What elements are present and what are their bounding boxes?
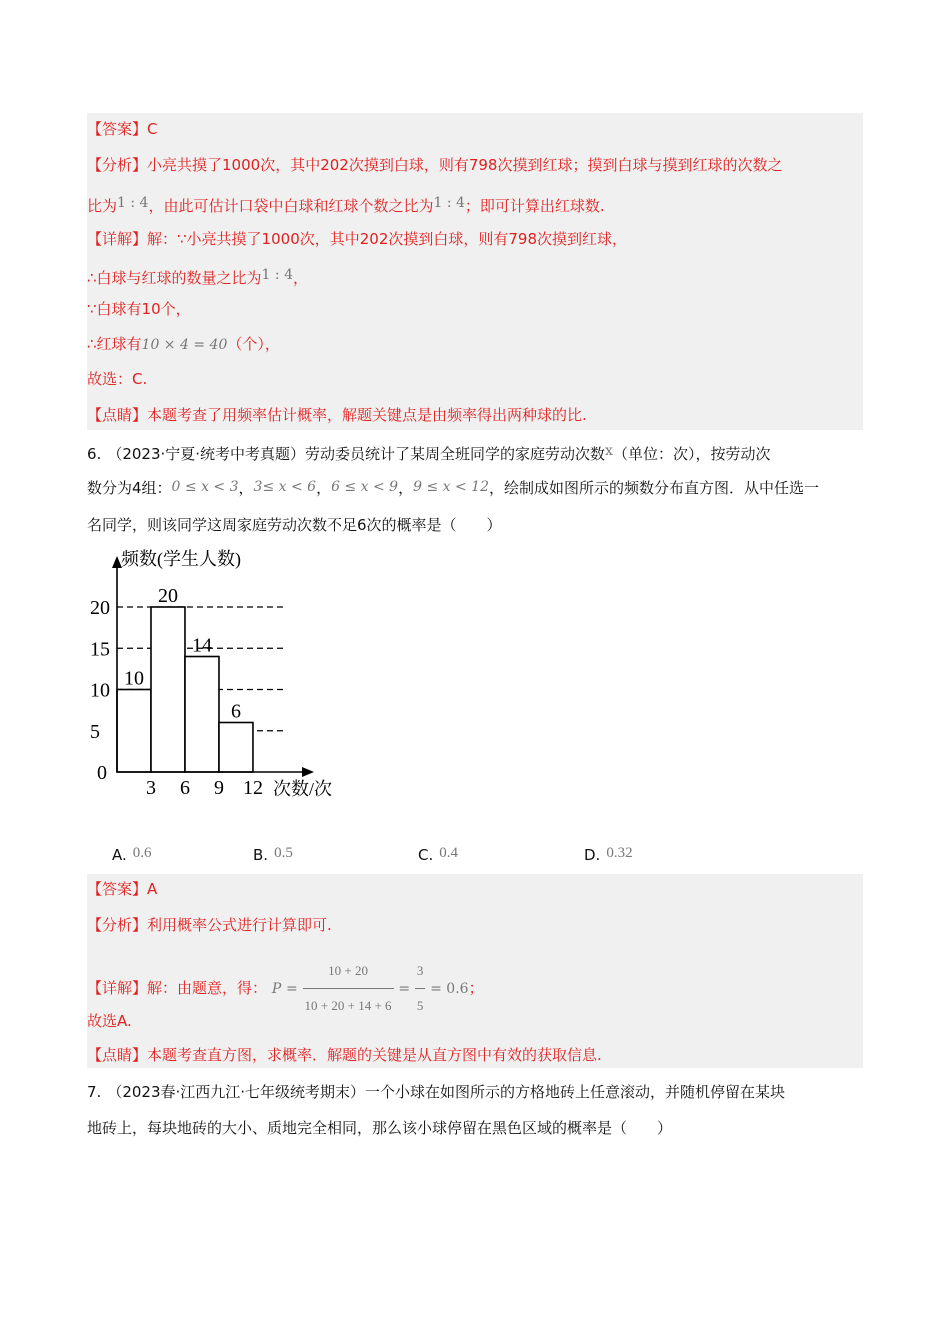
analysis-text: ，由此可估计口袋中白球和红球个数之比为 bbox=[148, 197, 434, 215]
fraction-numerator: 3 bbox=[415, 954, 426, 989]
histogram-bar bbox=[219, 723, 253, 773]
ratio-math: 1 : 4 bbox=[117, 195, 149, 211]
fraction-denominator: 10 + 20 + 14 + 6 bbox=[304, 998, 392, 1013]
detail-text: 解：由题意，得： bbox=[147, 979, 268, 997]
question-text: 一个小球在如图所示的方格地砖上任意滚动，并随机停留在某块 bbox=[365, 1083, 786, 1101]
detail-tag: 【详解】 bbox=[87, 230, 148, 248]
ratio-math: 1 : 4 bbox=[261, 267, 293, 283]
question-text: （单位：次），按劳动次 bbox=[612, 445, 771, 463]
q5-detail-line-2 bbox=[87, 265, 308, 288]
x-tick-label: 12 bbox=[242, 777, 263, 799]
group-3: 6 ≤ x < 9 bbox=[331, 479, 399, 495]
fraction-denominator: 5 bbox=[416, 998, 424, 1013]
question-number: 7. bbox=[87, 1083, 102, 1101]
option-letter: B. bbox=[253, 846, 269, 864]
q6-answer-line bbox=[87, 879, 157, 899]
question-source: （2023·宁夏·统考中考真题） bbox=[107, 445, 306, 463]
x-tick-label: 9 bbox=[213, 777, 224, 799]
var-x: x bbox=[605, 443, 613, 459]
separator: ， bbox=[238, 479, 254, 497]
y-tick-label: 15 bbox=[90, 638, 110, 661]
detail-text: ； bbox=[468, 979, 484, 997]
q5-detail-line-4 bbox=[87, 334, 280, 355]
analysis-tag: 【分析】 bbox=[87, 916, 148, 934]
analysis-text: 小亮共摸了1000次，其中202次摸到白球，则有798次摸到红球；摸到白球与摸到红球的次数之 bbox=[147, 156, 783, 174]
q5-analysis-line-1 bbox=[87, 155, 782, 175]
detail-text: （个）， bbox=[227, 335, 280, 353]
x-tick-label: 6 bbox=[179, 777, 190, 799]
detail-text: ， bbox=[292, 269, 308, 287]
q6-text-line-3: 名同学，则该同学这周家庭劳动次数不足6次的概率是（ ） bbox=[87, 516, 502, 534]
histogram-chart bbox=[87, 548, 357, 808]
group-1: 0 ≤ x < 3 bbox=[171, 479, 239, 495]
y-tick-label: 10 bbox=[90, 679, 110, 702]
detail-text: ∴红球有 bbox=[87, 335, 142, 353]
q5-answer-line bbox=[87, 119, 158, 139]
y-tick-label: 0 bbox=[97, 762, 107, 784]
q6-choice-line: 故选A. bbox=[87, 1012, 132, 1030]
equals-sign: = bbox=[286, 981, 298, 997]
q5-detail-line-1 bbox=[87, 229, 627, 249]
detail-tag: 【详解】 bbox=[87, 979, 148, 997]
x-axis-label: 次数/次 bbox=[273, 779, 333, 799]
bar-value-label: 14 bbox=[191, 634, 212, 657]
question-text: 数分为4组： bbox=[87, 479, 172, 497]
bar-value-label: 6 bbox=[230, 700, 241, 723]
fraction-numerator: 10 + 20 bbox=[303, 954, 394, 989]
option-value: 0.6 bbox=[132, 845, 152, 861]
q6-detail-line bbox=[87, 954, 484, 1023]
detail-text: ∴白球与红球的数量之比为 bbox=[87, 269, 262, 287]
q6-comment-line bbox=[87, 1045, 602, 1065]
separator: ， bbox=[398, 479, 414, 497]
q6-text-line-2 bbox=[87, 477, 819, 498]
option-value: 0.4 bbox=[439, 845, 458, 861]
option-value: 0.5 bbox=[274, 845, 293, 861]
answer-tag: 【答案】 bbox=[87, 880, 148, 898]
histogram-bar bbox=[151, 607, 185, 772]
question-text: ，绘制成如图所示的频数分布直方图．从中任选一 bbox=[488, 479, 819, 497]
result-math: = 0.6 bbox=[430, 981, 469, 997]
analysis-text: 利用概率公式进行计算即可. bbox=[147, 916, 332, 934]
option-d[interactable] bbox=[584, 843, 633, 865]
y-axis-label: 频数(学生人数) bbox=[121, 549, 241, 569]
y-tick-label: 20 bbox=[90, 597, 110, 619]
option-a[interactable] bbox=[112, 843, 152, 865]
histogram-bar bbox=[185, 657, 219, 773]
q5-comment-line bbox=[87, 405, 587, 425]
bar-value-label: 10 bbox=[123, 667, 144, 690]
equals-sign: = bbox=[398, 981, 411, 997]
y-tick-label: 5 bbox=[90, 720, 100, 743]
q6-analysis-line bbox=[87, 915, 332, 935]
answer-value: A bbox=[147, 880, 158, 898]
fraction-1 bbox=[303, 954, 394, 1023]
analysis-tag: 【分析】 bbox=[87, 156, 148, 174]
comment-text: 本题考查直方图，求概率．解题的关键是从直方图中有效的获取信息. bbox=[147, 1046, 602, 1064]
detail-text: 解：∵小亮共摸了1000次，其中202次摸到白球，则有798次摸到红球， bbox=[147, 230, 627, 248]
separator: ， bbox=[316, 479, 332, 497]
q5-choice-line: 故选：C. bbox=[87, 370, 148, 388]
comment-tag: 【点睛】 bbox=[87, 1046, 148, 1064]
x-tick-label: 3 bbox=[145, 777, 156, 799]
option-c[interactable] bbox=[418, 843, 458, 865]
question-number: 6. bbox=[87, 445, 102, 463]
option-b[interactable] bbox=[253, 843, 293, 865]
q7-text-line-1 bbox=[87, 1082, 785, 1102]
group-2: 3≤ x < 6 bbox=[253, 479, 317, 495]
histogram-bar bbox=[117, 690, 151, 773]
product-math: 10 × 4 = 40 bbox=[141, 337, 228, 353]
group-4: 9 ≤ x < 12 bbox=[413, 479, 489, 495]
analysis-text: ；即可计算出红球数. bbox=[464, 197, 605, 215]
ratio-math: 1 : 4 bbox=[433, 195, 465, 211]
q5-detail-line-3: ∵白球有10个， bbox=[87, 300, 191, 318]
option-letter: C. bbox=[418, 846, 434, 864]
option-value: 0.32 bbox=[606, 845, 633, 861]
comment-text: 本题考查了用频率估计概率，解题关键点是由频率得出两种球的比. bbox=[147, 406, 587, 424]
question-text: 劳动委员统计了某周全班同学的家庭劳动次数 bbox=[305, 445, 606, 463]
option-letter: A. bbox=[112, 846, 127, 864]
q5-analysis-line-2 bbox=[87, 193, 605, 216]
q7-text-line-2: 地砖上，每块地砖的大小、质地完全相同，那么该小球停留在黑色区域的概率是（ ） bbox=[87, 1119, 673, 1137]
option-letter: D. bbox=[584, 846, 601, 864]
q6-text-line-1 bbox=[87, 441, 770, 464]
answer-value: C bbox=[147, 120, 158, 138]
comment-tag: 【点睛】 bbox=[87, 406, 148, 424]
x-axis-arrow bbox=[302, 767, 314, 777]
p-var: P bbox=[271, 981, 282, 997]
question-source: （2023春·江西九江·七年级统考期末） bbox=[107, 1083, 366, 1101]
answer-tag: 【答案】 bbox=[87, 120, 148, 138]
fraction-2 bbox=[415, 954, 426, 1023]
bar-value-label: 20 bbox=[157, 585, 178, 607]
analysis-text: 比为 bbox=[87, 197, 118, 215]
